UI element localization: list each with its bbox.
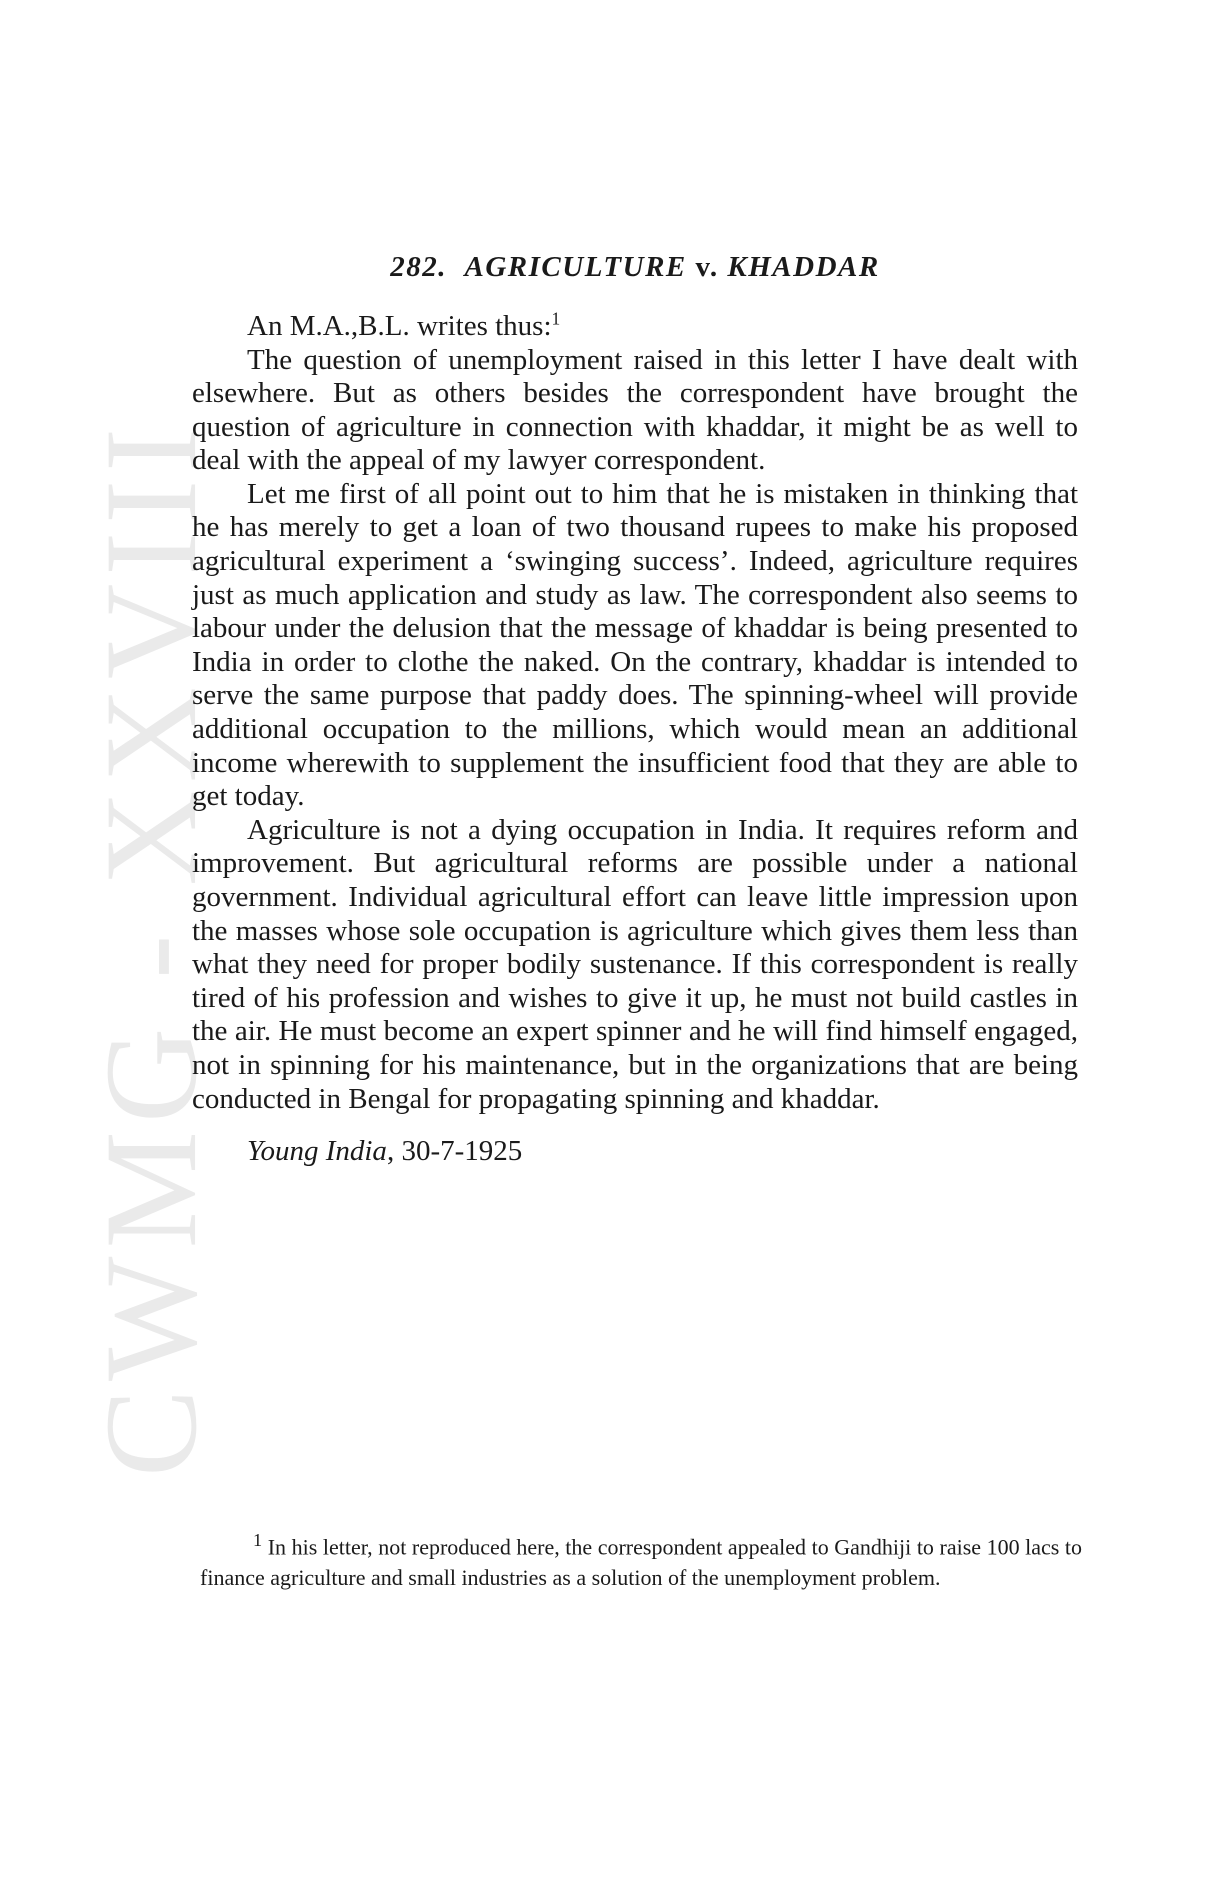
source-date: , 30-7-1925 xyxy=(386,1135,523,1168)
watermark-text: CWMG - XXVIII xyxy=(77,419,225,1477)
article xyxy=(192,248,1078,1168)
watermark xyxy=(77,418,225,1478)
article-versus: v. xyxy=(695,251,719,283)
article-subject: KHADDAR xyxy=(727,251,880,283)
footnote-text: In his letter, not reproduced here, the correspondent appealed to Gandhiji to raise 100 lacs to finance agriculture and small industries as a solution of the unemployment problem. xyxy=(200,1534,1082,1591)
footnote xyxy=(200,1525,1082,1593)
source-citation xyxy=(192,1134,1078,1168)
intro-text: An M.A.,B.L. writes thus: xyxy=(247,310,552,342)
source-publication: Young India xyxy=(247,1135,387,1168)
paragraph-3: Agriculture is not a dying occupation in India. It requires reform and improvement. But agricultural reforms are possible under a national government. Individual agricultural effort can leave little impression upon the masses whose sole occupation is agriculture which gives them less than what they need for proper bodily sustenance. If this correspondent is really tired of his profession and wishes to give it up, he must not build castles in the air. He must become an expert spinner and he will find himself engaged, not in spinning for his maintenance, but in the organizations that are being conducted in Bengal for propagating spinning and khaddar. xyxy=(192,813,1078,1115)
article-number: 282. xyxy=(390,251,448,283)
footnote-ref: 1 xyxy=(551,308,561,329)
paragraph-1: The question of unemployment raised in this letter I have dealt with elsewhere. But as others besides the correspondent have brought the question of agriculture in connection with khaddar, it might be as well to deal with the appeal of my lawyer correspondent. xyxy=(192,343,1078,477)
article-title: AGRICULTURE xyxy=(464,251,687,283)
footnote-marker: 1 xyxy=(253,1530,263,1550)
article-heading xyxy=(192,248,1078,286)
paragraph-2: Let me first of all point out to him that he is mistaken in thinking that he has merely to get a loan of two thousand rupees to make his proposed agricultural experiment a ‘swinging success’. Indeed, agriculture requires just as much application and study as law. The correspondent also seems to labour under the delusion that the message of khaddar is being presented to India in order to clothe the naked. On the contrary, khaddar is intended to serve the same purpose that paddy does. The spinning-wheel will provide additional occupation to the millions, which would mean an additional income wherewith to supplement the insufficient food that they are able to get today. xyxy=(192,477,1078,813)
intro-line xyxy=(192,310,1078,344)
